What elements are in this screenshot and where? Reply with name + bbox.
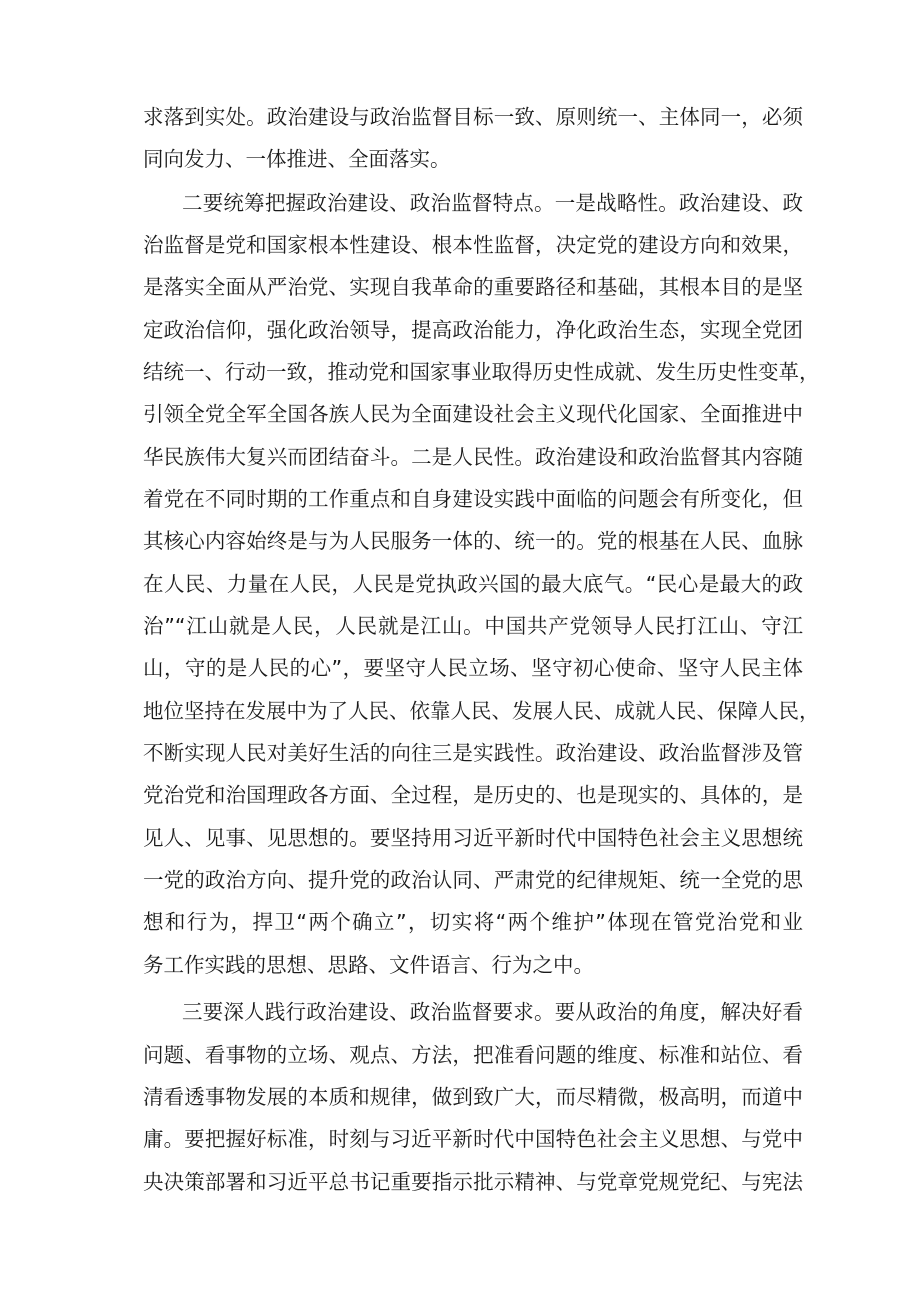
text-line: 是落实全面从严治党、实现自我革命的重要路径和基础，其根本目的是坚 bbox=[143, 275, 803, 299]
text-line: 华民族伟大复兴而团结奋斗。二是人民性。政治建设和政治监督其内容随 bbox=[143, 445, 803, 469]
text-line: 结统一、行动一致，推动党和国家事业取得历史性成就、发生历史性变革， bbox=[143, 360, 820, 384]
text-line: 治”“江山就是人民，人民就是江山。中国共产党领导人民打江山、守江 bbox=[143, 614, 803, 638]
text-line: 问题、看事物的立场、观点、方法，把准看问题的维度、标准和站位、看 bbox=[143, 1043, 803, 1067]
paragraph-first-line: 二要统筹把握政治建设、政治监督特点。一是战略性。政治建设、政 bbox=[182, 191, 803, 215]
text-line: 在人民、力量在人民，人民是党执政兴国的最大底气。“民心是最大的政 bbox=[143, 572, 803, 596]
paragraph-first-line: 三要深人践行政治建设、政治监督要求。要从政治的角度，解决好看 bbox=[182, 1000, 803, 1024]
text-line: 定政治信仰，强化政治领导，提高政治能力，净化政治生态，实现全党团 bbox=[143, 318, 803, 342]
text-line: 见人、见事、见思想的。要坚持用习近平新时代中国特色社会主义思想统 bbox=[143, 826, 803, 850]
text-line: 地位坚持在发展中为了人民、依靠人民、发展人民、成就人民、保障人民， bbox=[143, 699, 820, 723]
text-line: 求落到实处。政治建设与政治监督目标一致、原则统一、主体同一，必须 bbox=[143, 105, 803, 129]
text-line: 党治党和治国理政各方面、全过程，是历史的、也是现实的、具体的，是 bbox=[143, 783, 803, 807]
text-line: 治监督是党和国家根本性建设、根本性监督，决定党的建设方向和效果， bbox=[143, 233, 803, 257]
text-line: 不断实现人民对美好生活的向往三是实践性。政治建设、政治监督涉及管 bbox=[143, 741, 803, 765]
text-line: 引领全党全军全国各族人民为全面建设社会主义现代化国家、全面推进中 bbox=[143, 402, 803, 426]
text-line: 务工作实践的思想、思路、文件语言、行为之中。 bbox=[143, 953, 594, 977]
text-line: 同向发力、一体推进、全面落实。 bbox=[143, 147, 451, 171]
text-line: 其核心内容始终是与为人民服务一体的、统一的。党的根基在人民、血脉 bbox=[143, 529, 803, 553]
text-line: 庸。要把握好标准，时刻与习近平新时代中国特色社会主义思想、与党中 bbox=[143, 1127, 803, 1151]
text-line: 一党的政治方向、提升党的政治认同、严肃党的纪律规矩、统一全党的思 bbox=[143, 868, 803, 892]
text-line: 山，守的是人民的心”，要坚守人民立场、坚守初心使命、坚守人民主体 bbox=[143, 656, 803, 680]
text-line: 着党在不同时期的工作重点和自身建设实践中面临的问题会有所变化，但 bbox=[143, 487, 803, 511]
text-line: 央决策部署和习近平总书记重要指示批示精神、与党章党规党纪、与宪法 bbox=[143, 1170, 803, 1194]
text-line: 想和行为，捍卫“两个确立”，切实将“两个维护”体现在管党治党和业 bbox=[143, 910, 803, 934]
text-line: 清看透事物发展的本质和规律，做到致广大，而尽精微，极高明，而道中 bbox=[143, 1085, 803, 1109]
